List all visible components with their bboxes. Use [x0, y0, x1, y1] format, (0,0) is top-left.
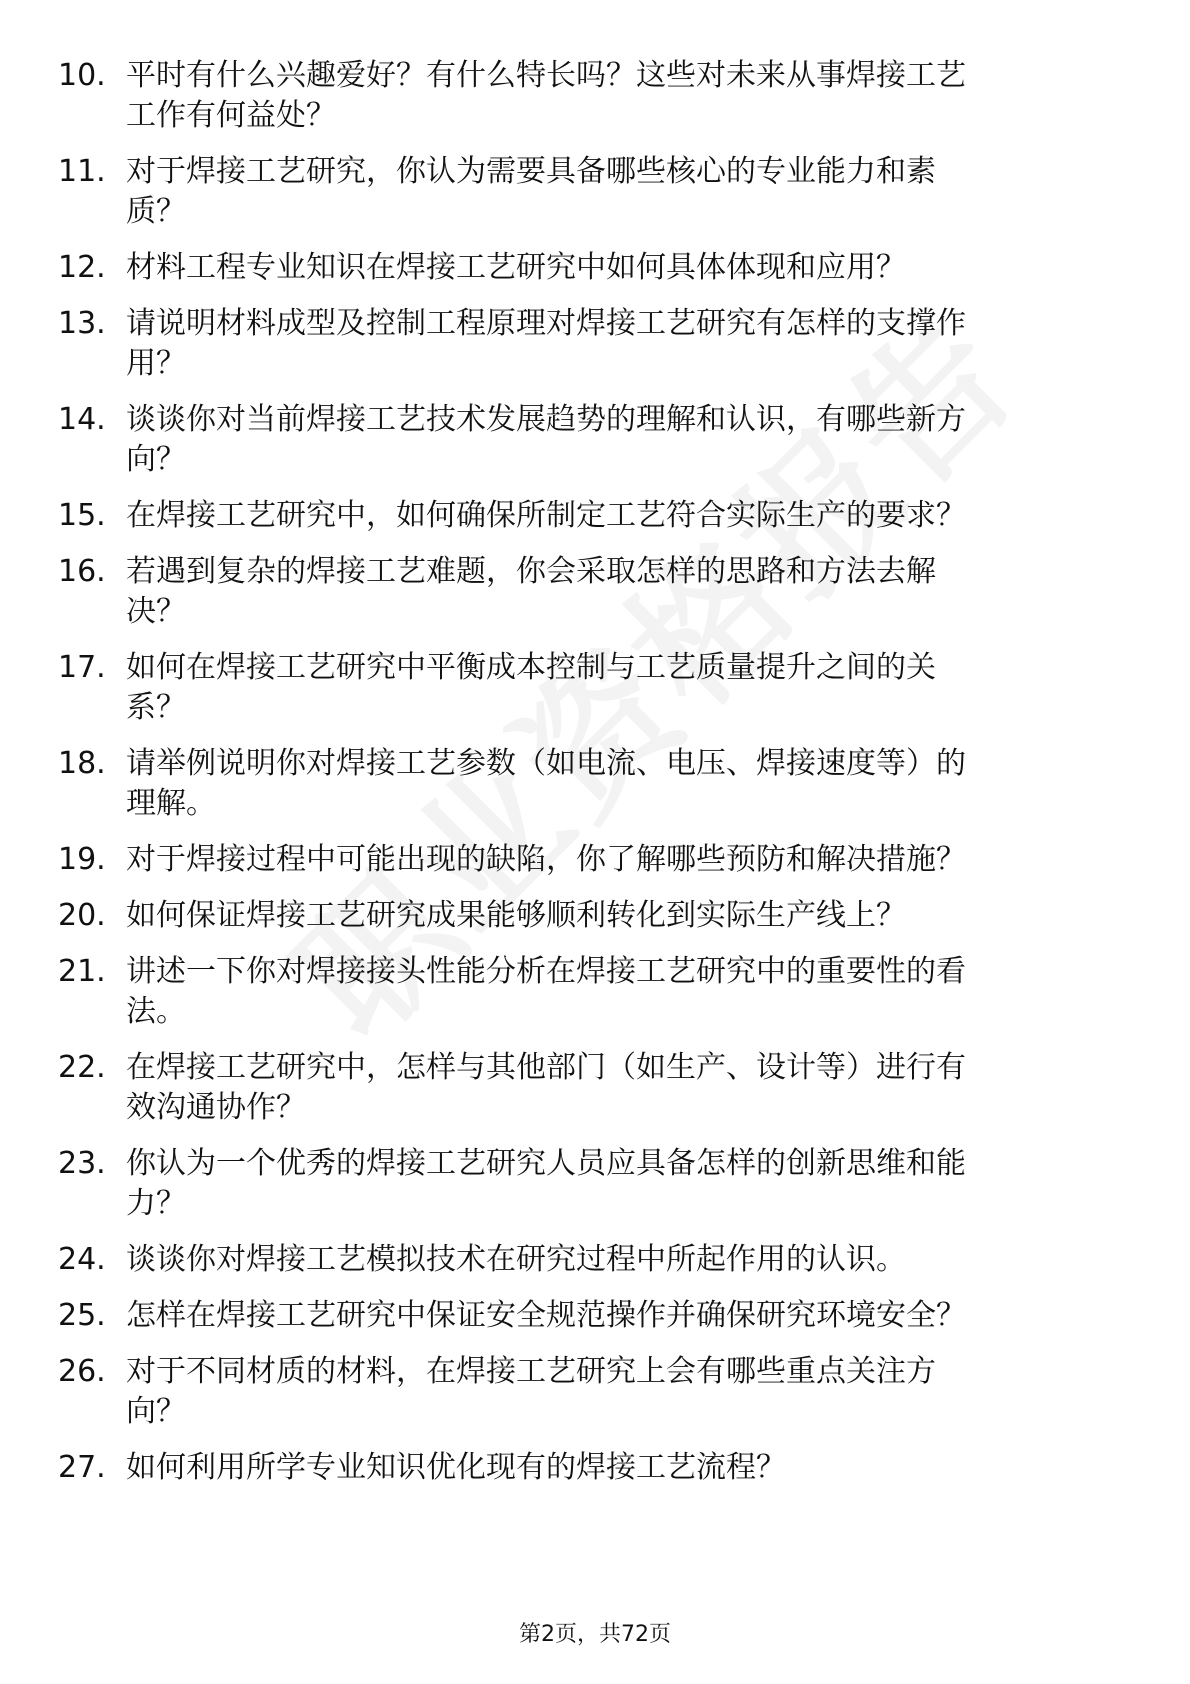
- question-number: 12.: [58, 250, 106, 285]
- question-item: [0, 1296, 1190, 1336]
- question-number: 23.: [58, 1146, 106, 1181]
- question-text-line: 材料工程专业知识在焊接工艺研究中如何具体体现和应用？: [126, 250, 906, 285]
- question-number: 20.: [58, 898, 106, 933]
- question-text: [126, 496, 1126, 536]
- question-text-line: 向？: [126, 1394, 186, 1429]
- question-text: [126, 840, 1126, 880]
- question-text: [126, 1352, 1126, 1432]
- page-footer: 第2页，共72页: [519, 1622, 671, 1647]
- question-number: 13.: [58, 306, 106, 341]
- question-number: 25.: [58, 1298, 106, 1333]
- question-text: [126, 552, 1126, 632]
- question-item: [0, 304, 1190, 384]
- question-text: [126, 896, 1126, 936]
- question-text-line: 理解。: [126, 786, 216, 821]
- question-item: [0, 896, 1190, 936]
- question-number: 27.: [58, 1450, 106, 1485]
- question-item: [0, 400, 1190, 480]
- question-text-line: 用？: [126, 346, 186, 381]
- question-text: [126, 304, 1126, 384]
- question-number: 19.: [58, 842, 106, 877]
- question-number: 10.: [58, 58, 106, 93]
- question-item: [0, 648, 1190, 728]
- question-item: [0, 552, 1190, 632]
- question-text-line: 如何在焊接工艺研究中平衡成本控制与工艺质量提升之间的关: [126, 650, 936, 685]
- question-text: [126, 1048, 1126, 1128]
- question-text-line: 你认为一个优秀的焊接工艺研究人员应具备怎样的创新思维和能: [126, 1146, 966, 1181]
- question-text-line: 力？: [126, 1186, 186, 1221]
- question-text-line: 决？: [126, 594, 186, 629]
- question-text-line: 向？: [126, 442, 186, 477]
- question-text-line: 对于焊接过程中可能出现的缺陷，你了解哪些预防和解决措施？: [126, 842, 966, 877]
- question-item: [0, 1448, 1190, 1488]
- question-text-line: 在焊接工艺研究中，怎样与其他部门（如生产、设计等）进行有: [126, 1050, 966, 1085]
- question-number: 17.: [58, 650, 106, 685]
- question-item: [0, 744, 1190, 824]
- question-item: [0, 56, 1190, 136]
- question-text-line: 工作有何益处？: [126, 98, 336, 133]
- question-number: 11.: [58, 154, 106, 189]
- question-item: [0, 248, 1190, 288]
- question-text-line: 请说明材料成型及控制工程原理对焊接工艺研究有怎样的支撑作: [126, 306, 966, 341]
- question-number: 24.: [58, 1242, 106, 1277]
- question-number: 26.: [58, 1354, 106, 1389]
- question-text-line: 在焊接工艺研究中，如何确保所制定工艺符合实际生产的要求？: [126, 498, 966, 533]
- question-text: [126, 56, 1126, 136]
- question-text-line: 系？: [126, 690, 186, 725]
- question-text-line: 怎样在焊接工艺研究中保证安全规范操作并确保研究环境安全？: [126, 1298, 966, 1333]
- question-text: [126, 1448, 1126, 1488]
- question-text: [126, 1144, 1126, 1224]
- question-number: 16.: [58, 554, 106, 589]
- question-text: [126, 952, 1126, 1032]
- question-text-line: 请举例说明你对焊接工艺参数（如电流、电压、焊接速度等）的: [126, 746, 966, 781]
- question-item: [0, 840, 1190, 880]
- question-item: [0, 952, 1190, 1032]
- question-text: [126, 152, 1126, 232]
- question-text-line: 平时有什么兴趣爱好？有什么特长吗？这些对未来从事焊接工艺: [126, 58, 966, 93]
- question-number: 21.: [58, 954, 106, 989]
- question-text-line: 谈谈你对焊接工艺模拟技术在研究过程中所起作用的认识。: [126, 1242, 906, 1277]
- question-text: [126, 400, 1126, 480]
- question-text: [126, 744, 1126, 824]
- question-item: [0, 152, 1190, 232]
- question-text-line: 讲述一下你对焊接接头性能分析在焊接工艺研究中的重要性的看: [126, 954, 966, 989]
- question-text-line: 如何利用所学专业知识优化现有的焊接工艺流程？: [126, 1450, 786, 1485]
- question-text: [126, 1296, 1126, 1336]
- question-text-line: 对于焊接工艺研究，你认为需要具备哪些核心的专业能力和素: [126, 154, 936, 189]
- question-number: 18.: [58, 746, 106, 781]
- question-text: [126, 248, 1126, 288]
- question-text-line: 法。: [126, 994, 186, 1029]
- question-text-line: 若遇到复杂的焊接工艺难题，你会采取怎样的思路和方法去解: [126, 554, 936, 589]
- question-item: [0, 496, 1190, 536]
- question-number: 22.: [58, 1050, 106, 1085]
- question-text-line: 如何保证焊接工艺研究成果能够顺利转化到实际生产线上？: [126, 898, 906, 933]
- question-text: [126, 648, 1126, 728]
- question-text-line: 对于不同材质的材料，在焊接工艺研究上会有哪些重点关注方: [126, 1354, 936, 1389]
- question-item: [0, 1048, 1190, 1128]
- question-number: 14.: [58, 402, 106, 437]
- question-item: [0, 1144, 1190, 1224]
- question-number: 15.: [58, 498, 106, 533]
- question-item: [0, 1240, 1190, 1280]
- question-text: [126, 1240, 1126, 1280]
- question-text-line: 质？: [126, 194, 186, 229]
- question-item: [0, 1352, 1190, 1432]
- question-text-line: 谈谈你对当前焊接工艺技术发展趋势的理解和认识，有哪些新方: [126, 402, 966, 437]
- question-text-line: 效沟通协作？: [126, 1090, 306, 1125]
